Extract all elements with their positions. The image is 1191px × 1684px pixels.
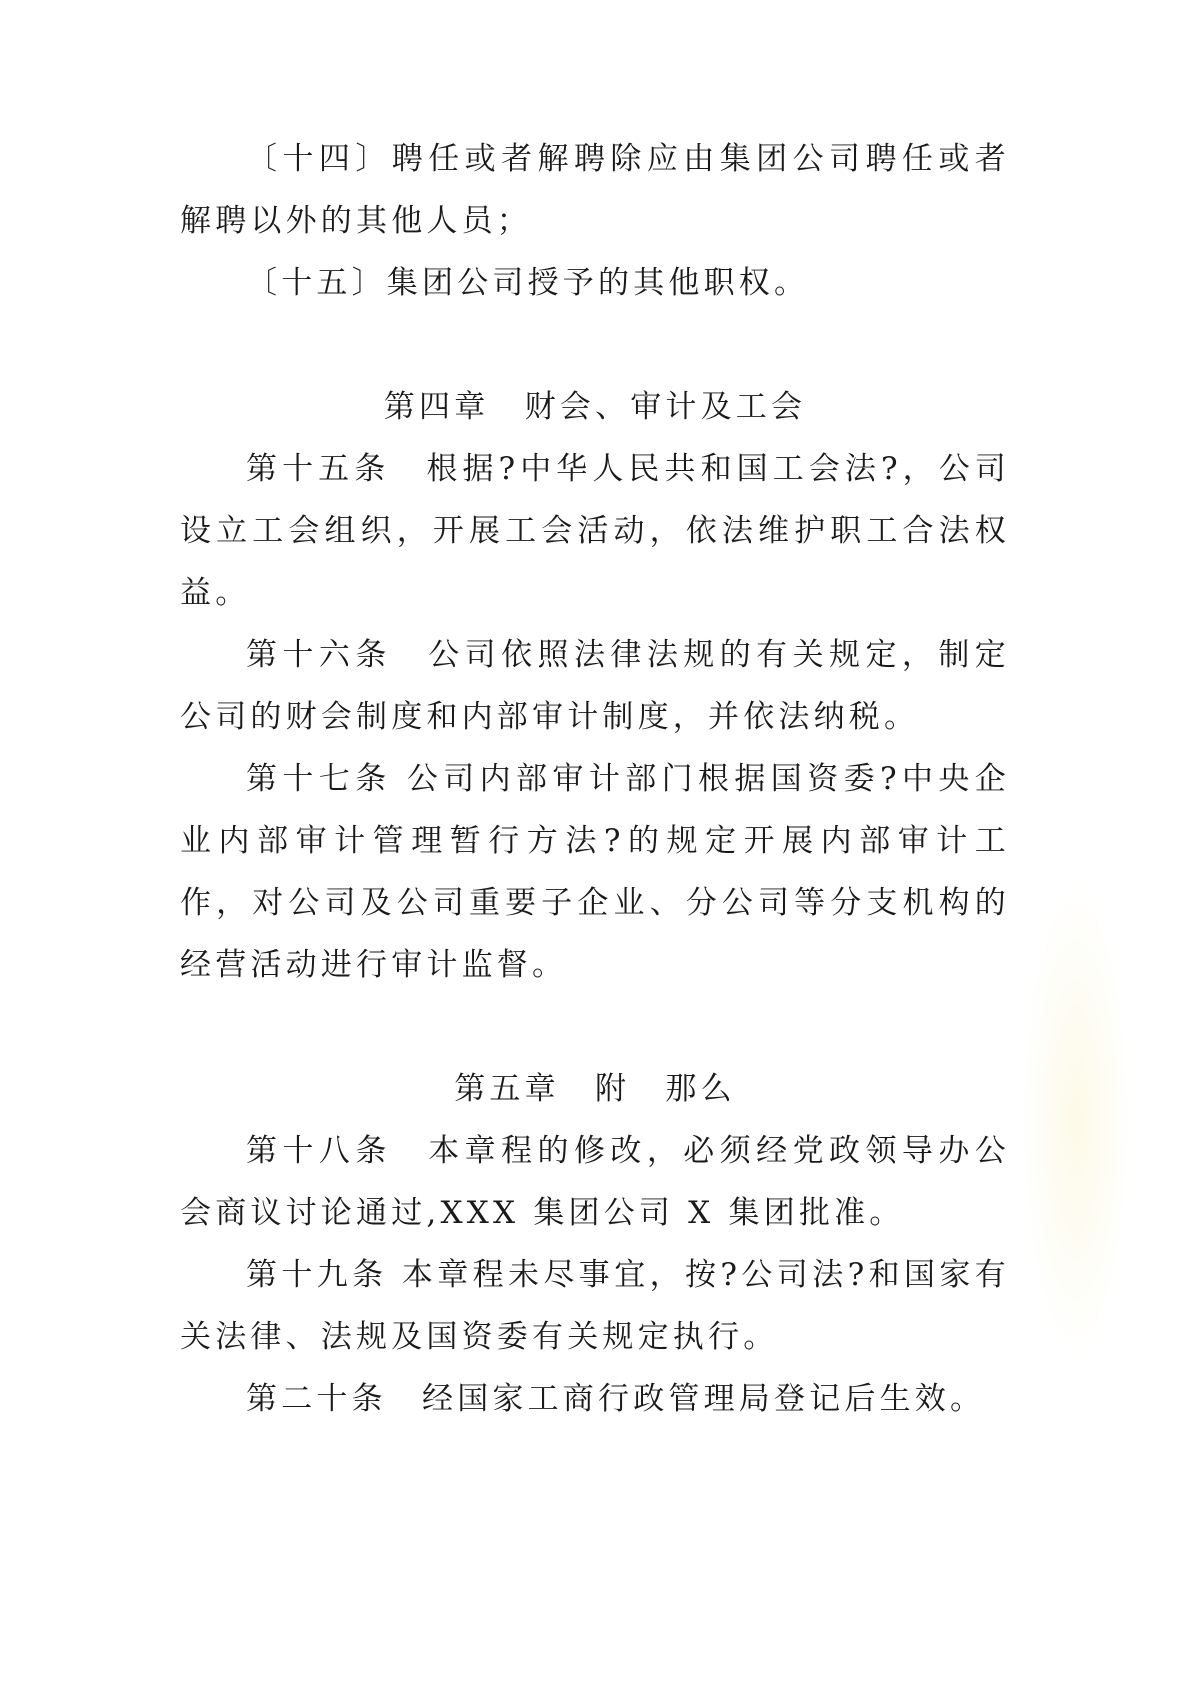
article-19: 第十九条 本章程未尽事宜，按?公司法?和国家有关法律、法规及国资委有关规定执行。 bbox=[180, 1257, 1010, 1355]
article-18: 第十八条 本章程的修改，必须经党政领导办公会商议讨论通过,XXX 集团公司 X 集团批准。 bbox=[180, 1133, 1010, 1231]
chapter-5-title: 第五章 附 那么 bbox=[454, 1071, 736, 1107]
document-body bbox=[180, 128, 1010, 1430]
article-15: 第十五条 根据?中华人民共和国工会法?，公司设立工会组织，开展工会活动，依法维护职工合法权益。 bbox=[180, 451, 1010, 611]
chapter-4-title: 第四章 财会、审计及工会 bbox=[383, 389, 807, 425]
paper-stain bbox=[1021, 880, 1131, 1360]
clause-14: 〔十四〕聘任或者解聘除应由集团公司聘任或者解聘以外的其他人员； bbox=[180, 141, 1010, 239]
article-16: 第十六条 公司依照法律法规的有关规定，制定公司的财会制度和内部审计制度，并依法纳税。 bbox=[180, 637, 1010, 735]
article-20: 第二十条 经国家工商行政管理局登记后生效。 bbox=[246, 1381, 986, 1417]
article-17: 第十七条 公司内部审计部门根据国资委?中央企业内部审计管理暂行方法?的规定开展内部审计工作，对公司及公司重要子企业、分公司等分支机构的经营活动进行审计监督。 bbox=[180, 761, 1010, 983]
clause-15: 〔十五〕集团公司授予的其他职权。 bbox=[246, 265, 810, 301]
section-gap bbox=[180, 314, 1010, 376]
section-gap bbox=[180, 996, 1010, 1058]
